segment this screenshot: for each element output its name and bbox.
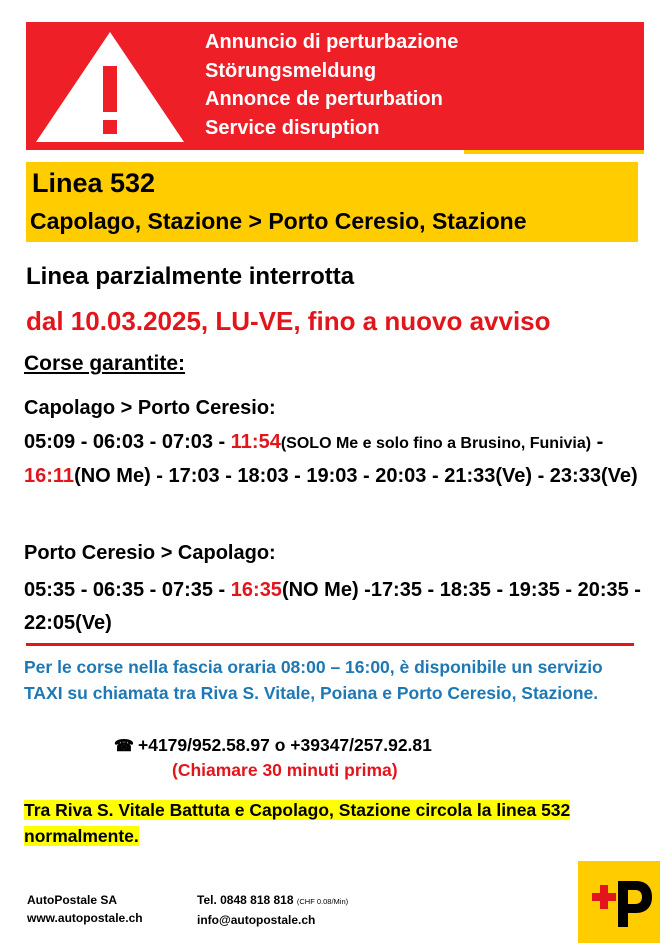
direction1-label: Capolago > Porto Ceresio: <box>24 397 276 419</box>
direction1-time-highlight-1611: 16:11 <box>24 465 75 487</box>
footer-contact <box>197 891 348 929</box>
taxi-service-note: Per le corse nella fascia oraria 08:00 – 16:00, è disponibile un servizio TAXI su chiamata tra Riva S. Vitale, Poiana e Porto Ceresio, Stazione. <box>24 657 603 703</box>
direction2-times <box>24 574 649 640</box>
telephone-number[interactable]: Tel. 0848 818 818 <box>197 893 294 907</box>
line-number: Linea 532 <box>32 168 156 198</box>
phone-numbers-text: +4179/952.58.97 o +39347/257.92.81 <box>138 735 432 755</box>
direction2-times-part2: (NO Me) -17:35 - 18:35 - 19:35 - 20:35 - 22:05(Ve) <box>24 579 641 634</box>
company-name: AutoPostale SA <box>27 893 118 907</box>
banner-title-en: Service disruption <box>205 116 380 139</box>
status-heading: Linea parzialmente interrotta <box>26 263 355 290</box>
direction1-times-note: (SOLO Me e solo fino a Brusino, Funivia) <box>280 435 592 452</box>
telephone-icon: ☎ <box>114 738 134 755</box>
warning-triangle-icon <box>32 28 188 146</box>
direction2-time-highlight-1635: 16:35 <box>230 579 282 601</box>
email-link[interactable]: info@autopostale.ch <box>197 913 316 927</box>
phone-numbers <box>114 735 432 756</box>
normal-service-note <box>24 797 624 849</box>
website-link[interactable]: www.autopostale.ch <box>27 911 143 925</box>
line-route: Capolago, Stazione > Porto Ceresio, Stazione <box>30 208 527 234</box>
banner-title-it: Annuncio di perturbazione <box>205 31 459 53</box>
direction2-times-part1: 05:35 - 06:35 - 07:35 - <box>24 579 231 601</box>
guaranteed-runs-label: Corse garantite: <box>24 352 186 375</box>
banner-title-fr: Annonce de perturbation <box>205 88 443 110</box>
direction1-time-highlight-1154: 11:54 <box>230 431 281 453</box>
telephone-cost: (CHF 0.08/Min) <box>296 897 349 906</box>
red-divider <box>26 643 634 646</box>
direction1-times-part2: (NO Me) - 17:03 - 18:03 - 19:03 - 20:03 - 21:33(Ve) - 23:33(Ve) <box>74 465 638 487</box>
direction1-times-sep: - <box>591 431 604 453</box>
direction1-times-part1: 05:09 - 06:03 - 07:03 - <box>24 431 231 453</box>
banner-accent-line <box>464 150 644 154</box>
disruption-period: dal 10.03.2025, LU-VE, fino a nuovo avviso <box>26 306 551 336</box>
banner-titles <box>205 28 458 142</box>
normal-service-text: Tra Riva S. Vitale Battuta e Capolago, Stazione circola la linea 532 normalmente. <box>24 800 571 846</box>
footer-company <box>27 891 143 927</box>
banner-title-de: Störungsmeldung <box>205 59 377 82</box>
line-info-box <box>26 162 638 242</box>
direction1-times <box>24 426 649 493</box>
direction2-label: Porto Ceresio > Capolago: <box>24 542 276 564</box>
call-ahead-note: (Chiamare 30 minuti prima) <box>172 760 398 780</box>
postauto-logo-icon <box>578 861 660 943</box>
